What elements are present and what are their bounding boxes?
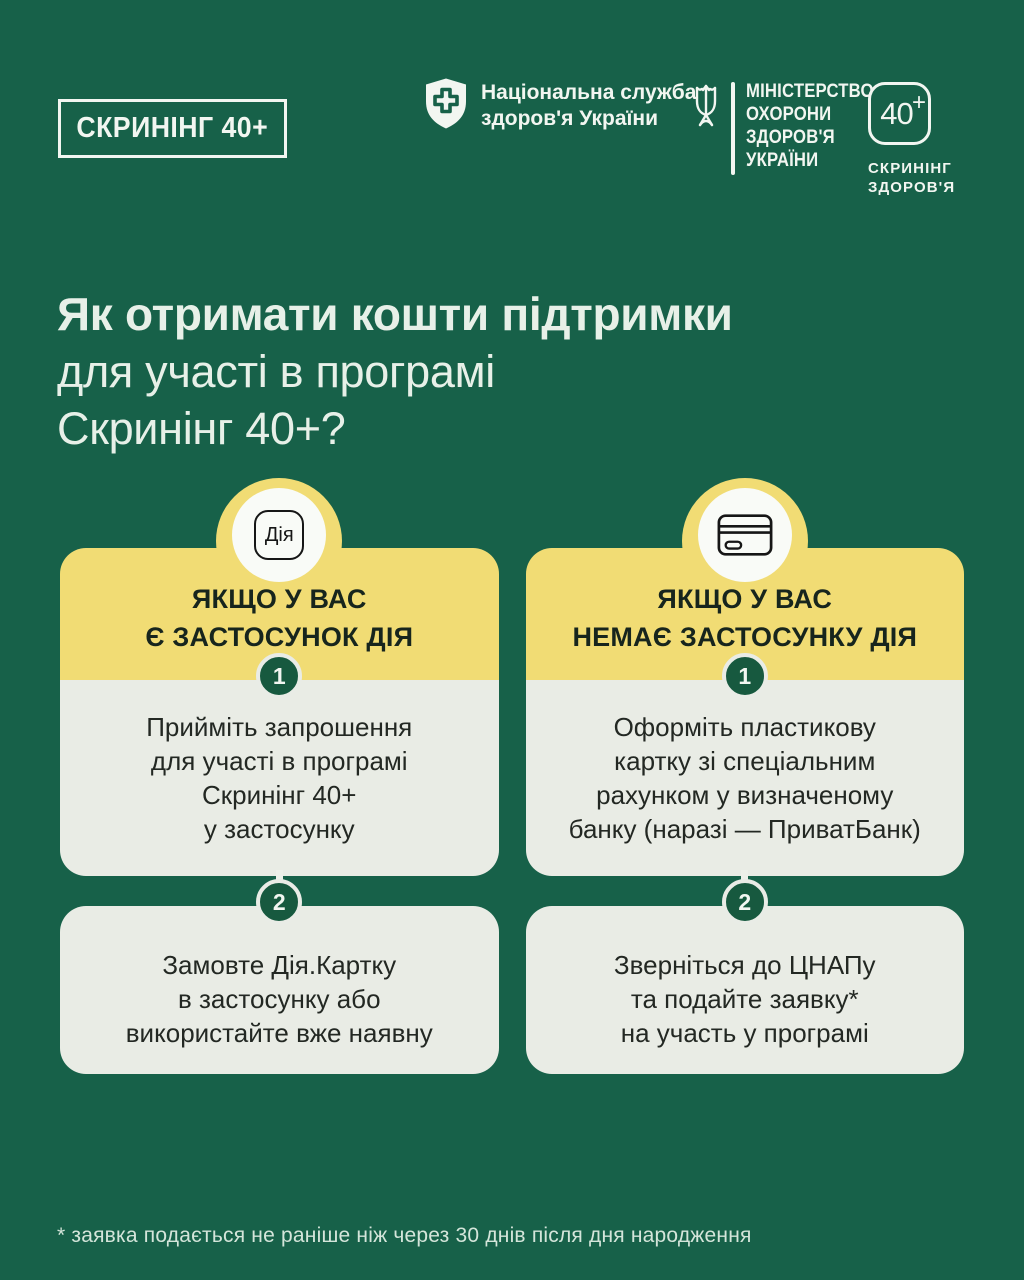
logo-40-plus: + <box>911 89 926 116</box>
nhs-logo <box>424 77 696 132</box>
step-text-line: Замовте Дія.Картку <box>162 950 397 980</box>
screening-40-badge <box>58 99 287 158</box>
step-text-line: Скринінг 40+ <box>202 780 357 810</box>
step-text-line: Зверніться до ЦНАПу <box>613 950 876 980</box>
diia-logo-label: Дія <box>264 523 294 546</box>
nhs-logo-line2: здоров'я України <box>481 107 659 130</box>
step-text-line: на участь у програмі <box>620 1018 869 1048</box>
step-text-line: у застосунку <box>203 814 355 844</box>
moh-logo <box>690 80 891 175</box>
moh-logo-line3: ЗДОРОВ'Я <box>746 127 835 148</box>
column-no-diia <box>526 548 965 1074</box>
column-has-diia <box>60 523 499 1074</box>
branch-title-line1: ЯКЩО У ВАС <box>191 584 367 614</box>
step-text-line: для участі в програмі <box>150 746 408 776</box>
step-number: 2 <box>272 889 286 915</box>
page-title-line2: для участі в програмі <box>57 346 495 397</box>
step-number: 2 <box>738 889 752 915</box>
page-title-line3: Скринінг 40+? <box>57 403 346 454</box>
footnote: * заявка подається не раніше ніж через 30 днів після дня народження <box>57 1224 752 1247</box>
branch-columns <box>60 523 964 1074</box>
step-card <box>526 889 965 1074</box>
step-number-badge <box>722 653 768 699</box>
tryzub-icon <box>690 84 722 128</box>
step-text-line: та подайте заявку* <box>630 984 859 1014</box>
moh-logo-text <box>746 80 874 172</box>
logo-40-number: 40 <box>880 95 913 131</box>
bank-card-icon <box>698 488 792 582</box>
step-text-line: в застосунку або <box>177 984 381 1014</box>
step-text-line: використайте вже наявну <box>125 1018 433 1048</box>
moh-logo-line1: МІНІСТЕРСТВО <box>746 81 874 102</box>
branch-title-line2: Є ЗАСТОСУНОК ДІЯ <box>145 622 414 652</box>
step-number-badge <box>256 653 302 699</box>
step-text-line: картку зі спеціальним <box>614 746 876 776</box>
screening-health-caption <box>868 159 955 197</box>
diia-logo-box <box>254 510 304 560</box>
diia-app-icon <box>232 488 326 582</box>
screening-health-caption-line1: СКРИНІНГ <box>868 160 952 177</box>
step-number-badge <box>256 879 302 925</box>
step-card <box>60 889 499 1074</box>
step-text <box>526 680 965 876</box>
branch-title-line1: ЯКЩО У ВАС <box>657 584 833 614</box>
page-title <box>57 286 733 457</box>
page-title-line1: Як отримати кошти підтримки <box>57 288 733 340</box>
nhs-logo-line1: Національна служба <box>481 81 697 104</box>
screening-health-logo <box>868 82 955 197</box>
branch-card <box>60 548 499 876</box>
step-text-line: Оформіть пластикову <box>613 712 876 742</box>
shield-cross-icon <box>424 77 468 130</box>
step-text-line: Прийміть запрошення <box>146 712 413 742</box>
step-number: 1 <box>272 662 286 689</box>
step-text-line: банку (наразі — ПриватБанк) <box>568 814 921 844</box>
moh-logo-line2: ОХОРОНИ <box>746 104 832 125</box>
screening-40-badge-label: СКРИНІНГ 40+ <box>76 112 269 144</box>
moh-logo-line4: УКРАЇНИ <box>746 150 819 171</box>
bank-card-glyph <box>716 512 774 558</box>
screening-health-caption-line2: ЗДОРОВ'Я <box>868 179 956 196</box>
branch-card <box>526 548 965 876</box>
step-number-badge <box>722 879 768 925</box>
moh-logo-divider <box>731 82 735 175</box>
step-text-line: рахунком у визначеному <box>596 780 894 810</box>
step-number: 1 <box>738 662 752 689</box>
step-text <box>60 680 499 876</box>
branch-title-line2: НЕМАЄ ЗАСТОСУНКУ ДІЯ <box>572 622 918 652</box>
rounded-square-40-icon <box>868 82 931 145</box>
nhs-logo-text <box>481 77 696 132</box>
